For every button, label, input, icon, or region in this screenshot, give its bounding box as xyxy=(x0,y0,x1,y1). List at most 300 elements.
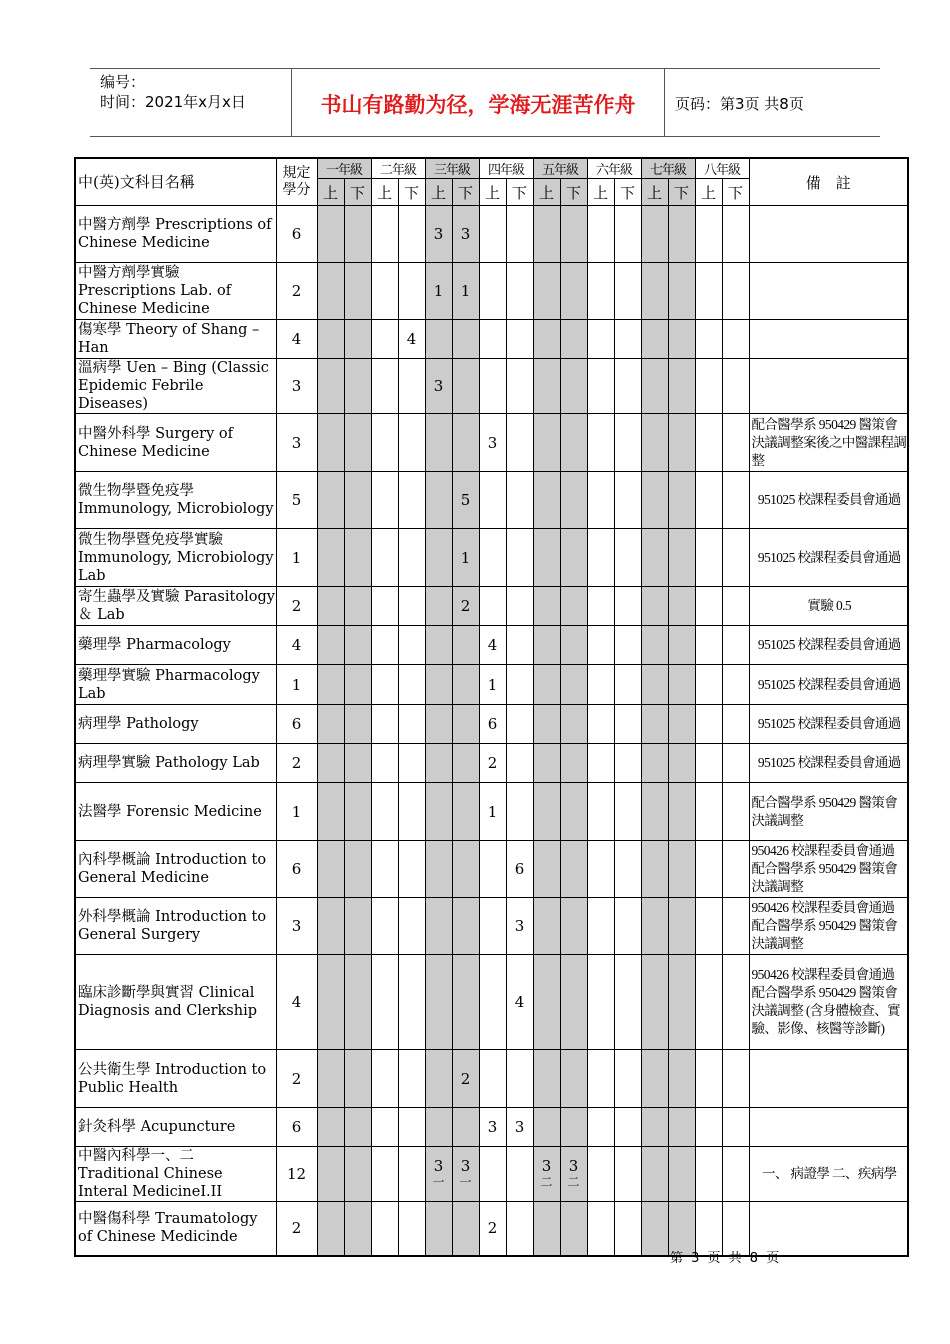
semester-cell xyxy=(506,1050,533,1108)
semester-cell xyxy=(425,472,452,529)
semester-cell xyxy=(722,783,749,841)
semester-cell xyxy=(371,1202,398,1256)
table-row xyxy=(75,263,908,320)
credit-cell: 2 xyxy=(276,587,317,626)
semester-cell xyxy=(479,955,506,1050)
course-name-en: Introduction to Public Health xyxy=(78,1061,267,1096)
course-name-zh: 藥理學實驗 xyxy=(78,667,151,684)
semester-cell xyxy=(479,529,506,587)
semester-cell xyxy=(587,359,614,414)
semester-cell xyxy=(317,529,344,587)
semester-cell xyxy=(371,1050,398,1108)
course-name-en: Introduction to General Surgery xyxy=(78,909,267,943)
course-name xyxy=(75,359,276,414)
semester-cell xyxy=(506,359,533,414)
semester-header: 下 xyxy=(452,179,479,206)
semester-cell xyxy=(641,705,668,744)
semester-cell: 6 xyxy=(479,705,506,744)
semester-cell xyxy=(668,1108,695,1147)
course-name-zh: 溫病學 xyxy=(78,360,122,376)
table-row xyxy=(75,414,908,472)
semester-cell xyxy=(317,705,344,744)
semester-cell xyxy=(425,529,452,587)
semester-cell xyxy=(587,1050,614,1108)
semester-cell xyxy=(668,665,695,705)
course-name-en: Introduction to General Medicine xyxy=(78,852,267,886)
semester-cell xyxy=(452,1108,479,1147)
semester-cell xyxy=(371,414,398,472)
year-header: 五年級 xyxy=(533,158,587,179)
course-name-en: Pathology Lab xyxy=(155,755,260,771)
semester-cell xyxy=(506,263,533,320)
semester-header: 上 xyxy=(317,179,344,206)
semester-cell xyxy=(344,263,371,320)
semester-cell xyxy=(452,414,479,472)
semester-cell xyxy=(317,1050,344,1108)
course-name-en: Immunology, Microbiology Lab xyxy=(78,549,274,584)
number-label: 编号： xyxy=(100,73,146,91)
semester-cell xyxy=(560,320,587,359)
course-name-en: Pharmacology Lab xyxy=(78,667,260,702)
course-name xyxy=(75,744,276,783)
semester-cell xyxy=(533,320,560,359)
credit-cell: 3 xyxy=(276,898,317,955)
semester-cell xyxy=(668,472,695,529)
semester-cell xyxy=(587,783,614,841)
semester-cell: 4 xyxy=(506,955,533,1050)
course-name-zh: 內科學概論 xyxy=(78,852,151,868)
note-cell xyxy=(749,1050,908,1108)
semester-cell xyxy=(668,1050,695,1108)
semester-cell xyxy=(587,529,614,587)
course-name-en: Parasitology＆ Lab xyxy=(78,589,275,623)
course-name-zh: 中醫內科學一、二 xyxy=(78,1148,194,1164)
semester-cell xyxy=(371,898,398,955)
semester-cell xyxy=(533,472,560,529)
course-name-zh: 病理學 xyxy=(78,716,122,732)
semester-cell xyxy=(641,955,668,1050)
semester-cell xyxy=(614,529,641,587)
credit-cell: 6 xyxy=(276,705,317,744)
course-name-en: Clinical Diagnosis and Clerkship xyxy=(78,985,257,1019)
semester-cell: 3 一 xyxy=(425,1147,452,1202)
semester-cell xyxy=(641,783,668,841)
semester-cell xyxy=(722,320,749,359)
semester-header: 下 xyxy=(614,179,641,206)
semester-cell xyxy=(668,955,695,1050)
semester-cell xyxy=(371,626,398,665)
semester-cell xyxy=(668,587,695,626)
note-cell: 951025 校課程委員會通過 xyxy=(749,529,908,587)
table-row xyxy=(75,529,908,587)
semester-cell: 3 xyxy=(479,1108,506,1147)
semester-cell xyxy=(425,783,452,841)
semester-cell xyxy=(533,898,560,955)
semester-cell xyxy=(695,898,722,955)
semester-cell xyxy=(452,955,479,1050)
note-cell xyxy=(749,359,908,414)
semester-cell xyxy=(587,206,614,263)
semester-cell xyxy=(317,1147,344,1202)
course-name xyxy=(75,665,276,705)
semester-cell xyxy=(614,665,641,705)
semester-cell xyxy=(614,414,641,472)
semester-cell xyxy=(587,841,614,898)
semester-cell: 3 二 xyxy=(533,1147,560,1202)
semester-cell xyxy=(398,665,425,705)
semester-cell: 3 xyxy=(506,898,533,955)
note-cell: 951025 校課程委員會通過 xyxy=(749,472,908,529)
semester-cell xyxy=(668,414,695,472)
semester-cell xyxy=(344,529,371,587)
semester-cell xyxy=(317,359,344,414)
semester-cell xyxy=(398,587,425,626)
credit-cell: 4 xyxy=(276,955,317,1050)
col-notes-header: 備 註 xyxy=(749,158,908,206)
semester-cell xyxy=(425,841,452,898)
credit-cell: 5 xyxy=(276,472,317,529)
semester-cell xyxy=(668,744,695,783)
semester-cell xyxy=(695,320,722,359)
semester-cell xyxy=(479,263,506,320)
semester-cell xyxy=(506,472,533,529)
semester-header: 下 xyxy=(506,179,533,206)
semester-cell xyxy=(587,1108,614,1147)
semester-cell xyxy=(560,898,587,955)
table-row xyxy=(75,472,908,529)
note-cell: 951025 校課程委員會通過 xyxy=(749,626,908,665)
semester-cell xyxy=(641,320,668,359)
semester-cell xyxy=(317,898,344,955)
table-row xyxy=(75,898,908,955)
credit-cell: 4 xyxy=(276,626,317,665)
semester-cell: 3 二 xyxy=(560,1147,587,1202)
semester-cell xyxy=(344,414,371,472)
course-name-en: Prescriptions of Chinese Medicine xyxy=(78,217,272,251)
course-name-zh: 中醫傷科學 xyxy=(78,1211,151,1228)
semester-cell xyxy=(317,472,344,529)
semester-cell xyxy=(587,1147,614,1202)
semester-cell xyxy=(479,472,506,529)
semester-cell xyxy=(371,783,398,841)
course-name-en: Pathology xyxy=(126,716,199,732)
divider xyxy=(664,69,665,136)
course-name xyxy=(75,414,276,472)
semester-cell xyxy=(722,359,749,414)
semester-cell xyxy=(560,472,587,529)
semester-cell xyxy=(587,263,614,320)
semester-cell xyxy=(317,841,344,898)
course-name xyxy=(75,206,276,263)
course-name-zh: 微生物學暨免疫學 xyxy=(78,483,194,499)
credit-cell: 1 xyxy=(276,529,317,587)
semester-cell xyxy=(560,1050,587,1108)
semester-cell: 1 xyxy=(452,263,479,320)
semester-cell xyxy=(371,472,398,529)
semester-cell xyxy=(560,783,587,841)
semester-cell: 6 xyxy=(506,841,533,898)
semester-cell xyxy=(425,665,452,705)
semester-cell xyxy=(425,320,452,359)
semester-cell xyxy=(668,320,695,359)
credit-cell: 6 xyxy=(276,841,317,898)
note-cell: 950426 校課程委員會通過 配合醫學系 950429 醫策會決議調整 xyxy=(749,898,908,955)
semester-cell xyxy=(614,626,641,665)
semester-cell xyxy=(560,206,587,263)
semester-cell xyxy=(398,626,425,665)
semester-cell xyxy=(533,705,560,744)
course-name-en: Traditional Chinese Interal MedicineI.II xyxy=(78,1166,223,1200)
semester-cell xyxy=(560,626,587,665)
semester-cell: 1 xyxy=(425,263,452,320)
semester-cell xyxy=(398,1108,425,1147)
credit-cell: 1 xyxy=(276,783,317,841)
semester-cell xyxy=(560,359,587,414)
semester-cell xyxy=(695,1050,722,1108)
semester-cell xyxy=(425,898,452,955)
note-cell: 951025 校課程委員會通過 xyxy=(749,665,908,705)
semester-cell: 2 xyxy=(452,1050,479,1108)
semester-cell xyxy=(506,529,533,587)
course-name xyxy=(75,472,276,529)
semester-cell xyxy=(452,841,479,898)
semester-cell xyxy=(722,1050,749,1108)
semester-cell: 3 xyxy=(425,206,452,263)
semester-cell xyxy=(587,587,614,626)
semester-cell xyxy=(722,705,749,744)
semester-cell xyxy=(506,744,533,783)
page-header xyxy=(90,68,880,137)
semester-cell xyxy=(695,206,722,263)
semester-cell xyxy=(317,587,344,626)
semester-cell xyxy=(371,841,398,898)
semester-cell xyxy=(317,626,344,665)
semester-cell xyxy=(344,705,371,744)
semester-cell xyxy=(641,1147,668,1202)
course-name-zh: 寄生蟲學及實驗 xyxy=(78,589,180,605)
semester-cell xyxy=(344,898,371,955)
course-name xyxy=(75,783,276,841)
course-name-zh: 中醫方劑學 xyxy=(78,217,151,233)
note-cell: 配合醫學系 950429 醫策會決議調整 xyxy=(749,783,908,841)
semester-cell xyxy=(587,955,614,1050)
table-row xyxy=(75,1147,908,1202)
course-name xyxy=(75,841,276,898)
semester-cell xyxy=(506,783,533,841)
semester-cell xyxy=(452,783,479,841)
semester-cell: 4 xyxy=(479,626,506,665)
course-name-en: Theory of Shang – Han xyxy=(78,322,260,356)
semester-cell xyxy=(317,1202,344,1256)
semester-cell xyxy=(452,665,479,705)
semester-cell xyxy=(533,1202,560,1256)
course-name xyxy=(75,1202,276,1256)
semester-header: 上 xyxy=(587,179,614,206)
curriculum-table xyxy=(74,157,909,1257)
table-row xyxy=(75,1202,908,1256)
semester-cell xyxy=(641,841,668,898)
semester-cell xyxy=(479,898,506,955)
semester-cell xyxy=(668,263,695,320)
semester-cell xyxy=(695,414,722,472)
header-meta xyxy=(100,72,246,112)
semester-cell xyxy=(668,705,695,744)
table-row xyxy=(75,705,908,744)
course-name xyxy=(75,529,276,587)
semester-cell xyxy=(533,744,560,783)
semester-cell xyxy=(614,206,641,263)
semester-cell xyxy=(317,783,344,841)
semester-cell: 5 xyxy=(452,472,479,529)
semester-cell xyxy=(695,1147,722,1202)
course-name xyxy=(75,626,276,665)
course-name xyxy=(75,1147,276,1202)
semester-cell xyxy=(344,320,371,359)
semester-header: 下 xyxy=(722,179,749,206)
semester-cell xyxy=(668,1147,695,1202)
semester-cell: 3 xyxy=(452,206,479,263)
semester-cell xyxy=(695,841,722,898)
semester-cell xyxy=(398,263,425,320)
semester-cell xyxy=(614,1050,641,1108)
semester-cell xyxy=(344,783,371,841)
course-name-en: Forensic Medicine xyxy=(126,803,262,820)
semester-cell xyxy=(425,1202,452,1256)
semester-cell xyxy=(614,472,641,529)
semester-cell xyxy=(398,359,425,414)
semester-cell xyxy=(722,665,749,705)
semester-cell xyxy=(452,359,479,414)
course-name-zh: 傷寒學 xyxy=(78,322,122,338)
semester-cell xyxy=(668,206,695,263)
semester-cell xyxy=(533,263,560,320)
semester-cell xyxy=(344,587,371,626)
course-name-zh: 中醫外科學 xyxy=(78,425,151,442)
semester-cell xyxy=(398,783,425,841)
semester-cell xyxy=(614,1147,641,1202)
table-row xyxy=(75,665,908,705)
note-cell: 實驗 0.5 xyxy=(749,587,908,626)
note-cell: 951025 校課程委員會通過 xyxy=(749,744,908,783)
semester-cell: 1 xyxy=(479,783,506,841)
semester-cell xyxy=(560,529,587,587)
semester-cell xyxy=(722,263,749,320)
semester-cell xyxy=(587,705,614,744)
year-header: 四年級 xyxy=(479,158,533,179)
semester-cell xyxy=(533,206,560,263)
year-header: 三年級 xyxy=(425,158,479,179)
col-name-header: 中(英)文科目名稱 xyxy=(75,158,276,206)
semester-cell xyxy=(479,587,506,626)
semester-cell xyxy=(560,1108,587,1147)
semester-cell xyxy=(425,1050,452,1108)
course-name-en: Pharmacology xyxy=(126,637,231,653)
semester-cell xyxy=(614,744,641,783)
semester-cell xyxy=(614,1202,641,1256)
table-row xyxy=(75,626,908,665)
semester-cell xyxy=(533,529,560,587)
course-name-zh: 針灸科學 xyxy=(78,1119,136,1135)
semester-cell xyxy=(452,705,479,744)
semester-cell xyxy=(641,1202,668,1256)
course-name xyxy=(75,1108,276,1147)
semester-header: 上 xyxy=(533,179,560,206)
semester-cell xyxy=(371,359,398,414)
semester-cell xyxy=(695,587,722,626)
year-header: 一年級 xyxy=(317,158,371,179)
semester-cell xyxy=(614,783,641,841)
semester-cell xyxy=(533,587,560,626)
semester-cell xyxy=(641,529,668,587)
semester-cell xyxy=(641,1108,668,1147)
semester-cell xyxy=(398,1147,425,1202)
semester-cell xyxy=(506,1147,533,1202)
year-header: 八年級 xyxy=(695,158,749,179)
col-credit-header: 規定學分 xyxy=(276,158,317,206)
semester-cell xyxy=(587,1202,614,1256)
course-name xyxy=(75,263,276,320)
semester-cell xyxy=(506,705,533,744)
semester-cell xyxy=(344,665,371,705)
semester-cell xyxy=(560,1202,587,1256)
semester-cell xyxy=(317,955,344,1050)
note-cell xyxy=(749,263,908,320)
semester-cell xyxy=(506,1202,533,1256)
semester-cell xyxy=(560,414,587,472)
semester-cell xyxy=(371,705,398,744)
semester-cell xyxy=(398,529,425,587)
semester-cell xyxy=(344,1202,371,1256)
semester-cell xyxy=(614,263,641,320)
table-row xyxy=(75,206,908,263)
semester-cell xyxy=(722,626,749,665)
semester-cell xyxy=(533,359,560,414)
semester-cell xyxy=(695,263,722,320)
course-name-zh: 藥理學 xyxy=(78,637,122,653)
semester-cell xyxy=(452,320,479,359)
semester-cell xyxy=(371,263,398,320)
credit-cell: 4 xyxy=(276,320,317,359)
semester-cell: 3 xyxy=(425,359,452,414)
semester-cell: 2 xyxy=(479,744,506,783)
semester-cell xyxy=(695,665,722,705)
semester-cell xyxy=(452,1202,479,1256)
credit-cell: 12 xyxy=(276,1147,317,1202)
semester-header: 上 xyxy=(479,179,506,206)
course-name-zh: 法醫學 xyxy=(78,803,122,820)
semester-cell xyxy=(344,1147,371,1202)
semester-cell xyxy=(695,705,722,744)
semester-header: 下 xyxy=(398,179,425,206)
course-name xyxy=(75,705,276,744)
semester-cell xyxy=(614,1108,641,1147)
table-header-row xyxy=(75,158,908,179)
page-info: 页码：第3页 共8页 xyxy=(675,95,804,113)
semester-cell xyxy=(560,587,587,626)
semester-cell xyxy=(641,744,668,783)
note-cell: 951025 校課程委員會通過 xyxy=(749,705,908,744)
semester-cell xyxy=(614,841,641,898)
semester-cell xyxy=(479,841,506,898)
semester-cell xyxy=(641,359,668,414)
note-cell xyxy=(749,320,908,359)
course-name-zh: 微生物學暨免疫學實驗 xyxy=(78,531,223,548)
course-name-zh: 公共衛生學 xyxy=(78,1061,151,1078)
semester-header: 下 xyxy=(344,179,371,206)
semester-cell xyxy=(695,529,722,587)
semester-cell: 2 xyxy=(479,1202,506,1256)
course-name-en: Uen – Bing (Classic Epidemic Febrile Diseases) xyxy=(78,360,269,412)
